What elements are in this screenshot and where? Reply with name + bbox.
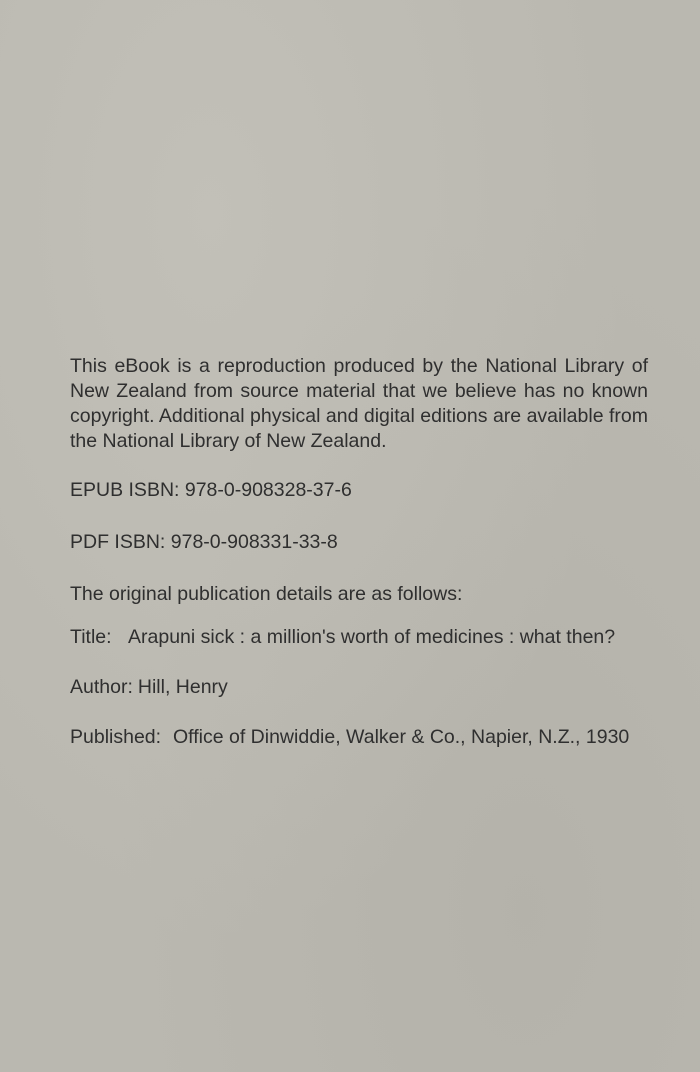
detail-title-row <box>70 625 648 650</box>
original-details-intro: The original publication details are as follows: <box>70 583 463 605</box>
pdf-isbn: PDF ISBN: 978-0-908331-33-8 <box>70 531 338 553</box>
author-value: Hill, Henry <box>137 676 228 698</box>
detail-published-row <box>70 725 648 750</box>
published-value: Office of Dinwiddie, Walker & Co., Napier, N.Z., 1930 <box>173 726 630 748</box>
epub-isbn: EPUB ISBN: 978-0-908328-37-6 <box>70 479 352 501</box>
colophon-block <box>70 354 648 750</box>
title-value: Arapuni sick : a million's worth of medicines : what then? <box>128 626 616 648</box>
reproduction-notice: This eBook is a reproduction produced by the National Library of New Zealand from source material that we believe has no known copyright. Additional physical and digital editions are available from the National Library of New Zealand. <box>70 355 648 452</box>
author-label: Author: <box>70 676 133 698</box>
published-label: Published: <box>70 726 162 748</box>
detail-author-row <box>70 675 648 700</box>
title-label: Title: <box>70 626 112 648</box>
